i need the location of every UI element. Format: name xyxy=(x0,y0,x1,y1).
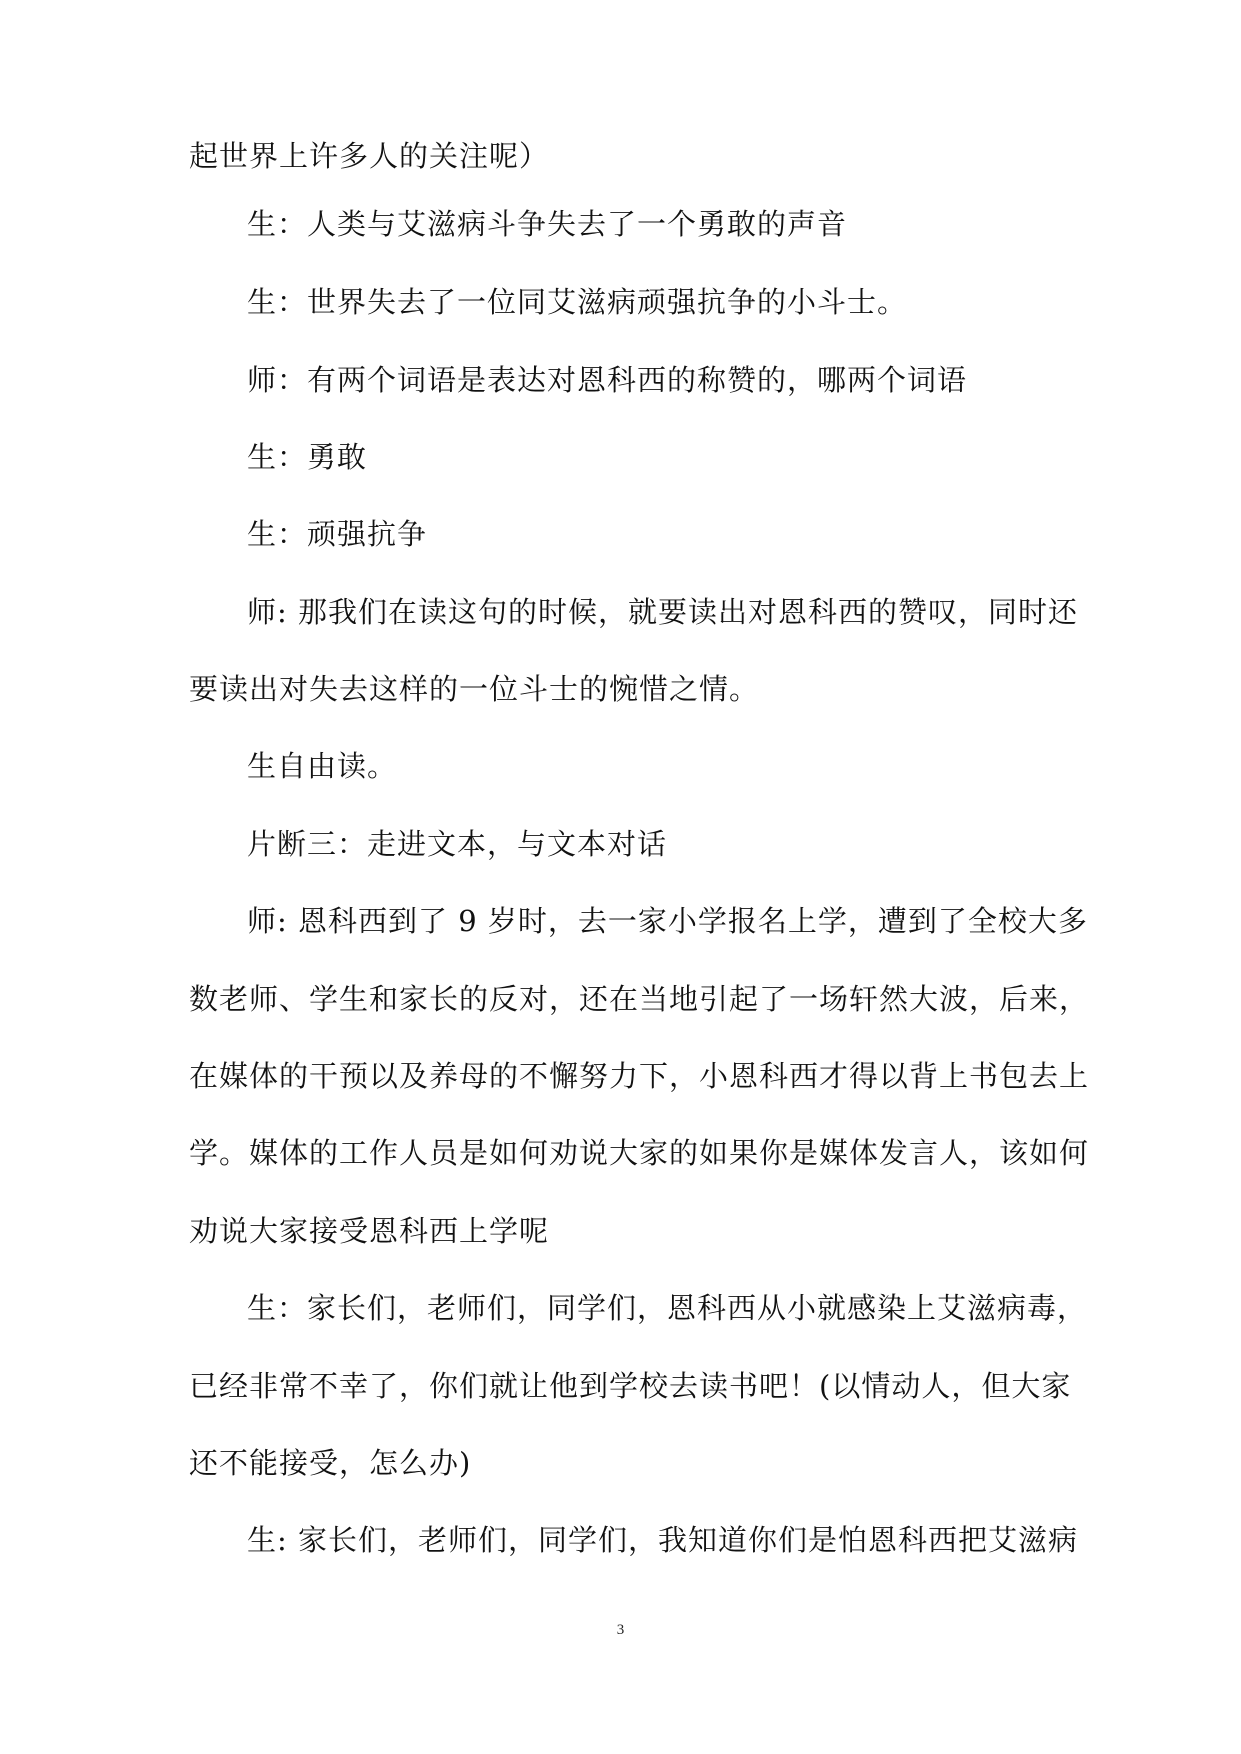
text-line: 生：人类与艾滋病斗争失去了一个勇敢的声音 xyxy=(247,207,848,241)
section-heading: 片断三：走进文本，与文本对话 xyxy=(247,827,668,861)
text-line: 生自由读。 xyxy=(247,749,398,783)
text-line: 生：世界失去了一位同艾滋病顽强抗争的小斗士。 xyxy=(247,285,908,319)
text-line: 生：勇敢 xyxy=(247,440,368,474)
text-line: 学。媒体的工作人员是如何劝说大家的如果你是媒体发言人，该如何 xyxy=(189,1136,1090,1170)
text-line: 生：顽强抗争 xyxy=(247,517,428,551)
text-line: 还不能接受，怎么办) xyxy=(189,1446,472,1480)
text-line: 在媒体的干预以及养母的不懈努力下，小恩科西才得以背上书包去上 xyxy=(189,1059,1090,1093)
text-line: 已经非常不幸了，你们就让他到学校去读书吧！(以情动人，但大家 xyxy=(189,1369,1072,1403)
text-line: 生：家长们，老师们，同学们，恩科西从小就感染上艾滋病毒， xyxy=(247,1291,1088,1325)
text-line: 劝说大家接受恩科西上学呢 xyxy=(189,1214,550,1248)
text-line: 生: 家长们，老师们，同学们，我知道你们是怕恩科西把艾滋病 xyxy=(247,1523,1078,1557)
text-line: 要读出对失去这样的一位斗士的惋惜之情。 xyxy=(189,672,760,706)
text-line: 数老师、学生和家长的反对，还在当地引起了一场轩然大波，后来， xyxy=(189,982,1090,1016)
text-line: 师: 那我们在读这句的时候，就要读出对恩科西的赞叹，同时还 xyxy=(247,595,1078,629)
text-line: 师: 恩科西到了 9 岁时，去一家小学报名上学，遭到了全校大多 xyxy=(247,904,1088,938)
text-line: 起世界上许多人的关注呢） xyxy=(189,139,550,173)
page-number: 3 xyxy=(616,1622,625,1638)
text-line: 师：有两个词语是表达对恩科西的称赞的，哪两个词语 xyxy=(247,363,968,397)
